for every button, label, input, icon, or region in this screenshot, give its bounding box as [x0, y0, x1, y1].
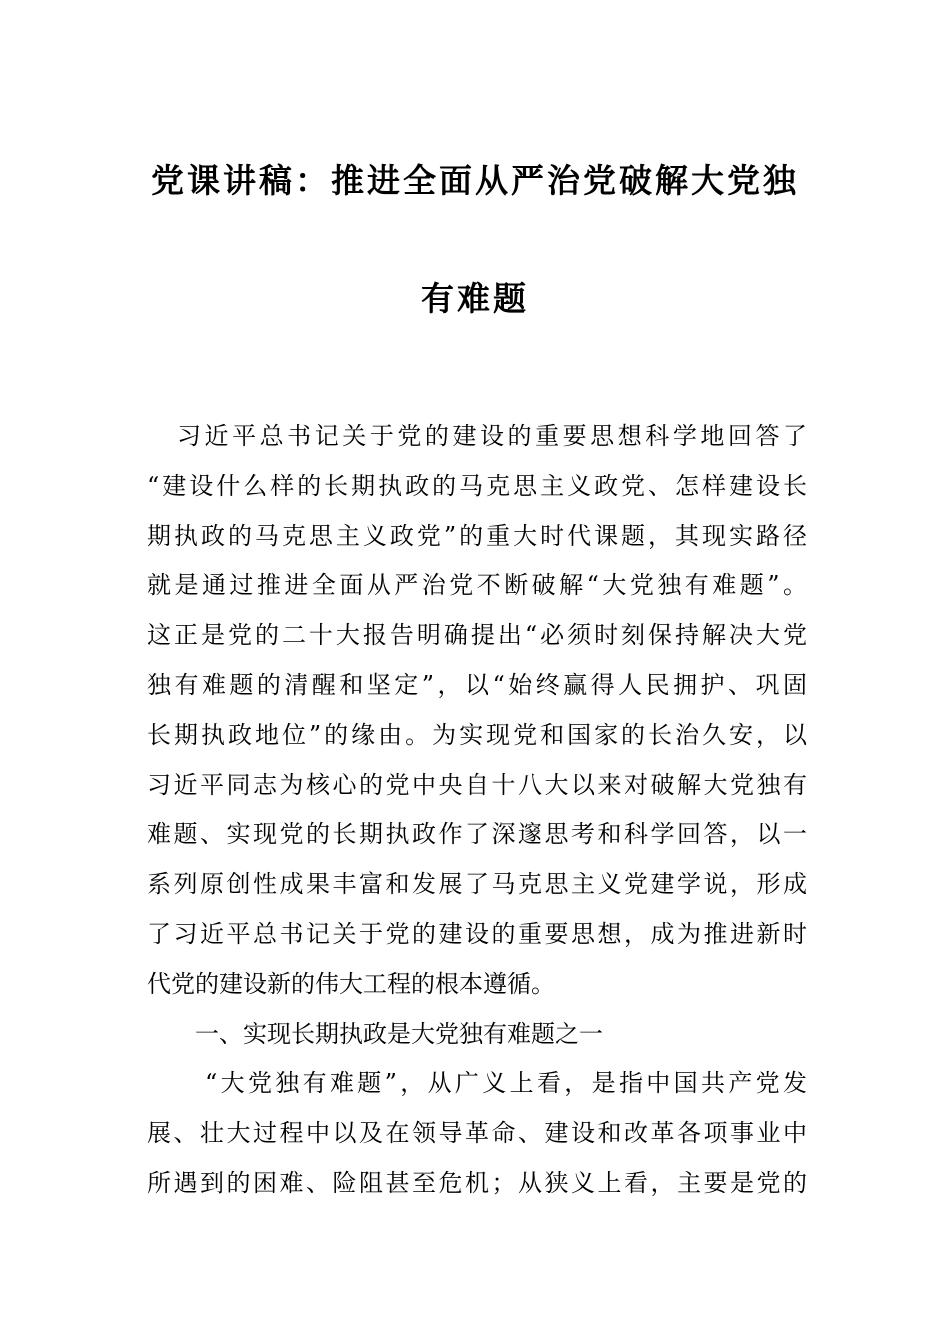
section-heading-1: 一、实现长期执政是大党独有难题之一 [195, 1019, 603, 1048]
document-title-line-2: 有难题 [421, 279, 529, 318]
paragraph-1-line: “建设什么样的长期执政的马克思主义政党、怎样建设长 [147, 471, 807, 500]
paragraph-1-line: 就是通过推进全面从严治党不断破解“大党独有难题”。 [147, 571, 807, 600]
paragraph-1-line: 这正是党的二十大报告明确提出“必须时刻保持解决大党 [147, 621, 807, 650]
paragraph-2-line: 所遇到的困难、险阻甚至危机；从狭义上看，主要是党的 [147, 1168, 807, 1197]
paragraph-1-line: 习近平同志为核心的党中央自十八大以来对破解大党独有 [147, 770, 807, 799]
paragraph-2-line: “大党独有难题”，从广义上看，是指中国共产党发 [205, 1069, 807, 1098]
paragraph-1-line: 期执政的马克思主义政党”的重大时代课题，其现实路径 [147, 521, 807, 550]
paragraph-1-line: 长期执政地位”的缘由。为实现党和国家的长治久安，以 [147, 720, 807, 749]
paragraph-1-line: 代党的建设新的伟大工程的根本遵循。 [147, 969, 555, 998]
document-title-line-1: 党课讲稿：推进全面从严治党破解大党独 [151, 161, 799, 200]
paragraph-1-line: 难题、实现党的长期执政作了深邃思考和科学回答，以一 [147, 820, 807, 849]
paragraph-1-line: 独有难题的清醒和坚定”，以“始终赢得人民拥护、巩固 [147, 670, 807, 699]
paragraph-1-line: 了习近平总书记关于党的建设的重要思想，成为推进新时 [147, 919, 807, 948]
paragraph-1-line: 习近平总书记关于党的建设的重要思想科学地回答了 [177, 422, 807, 450]
paragraph-2-line: 展、壮大过程中以及在领导革命、建设和改革各项事业中 [147, 1119, 807, 1148]
document-body [147, 412, 807, 1209]
paragraph-1-line: 系列原创性成果丰富和发展了马克思主义党建学说，形成 [147, 870, 807, 899]
